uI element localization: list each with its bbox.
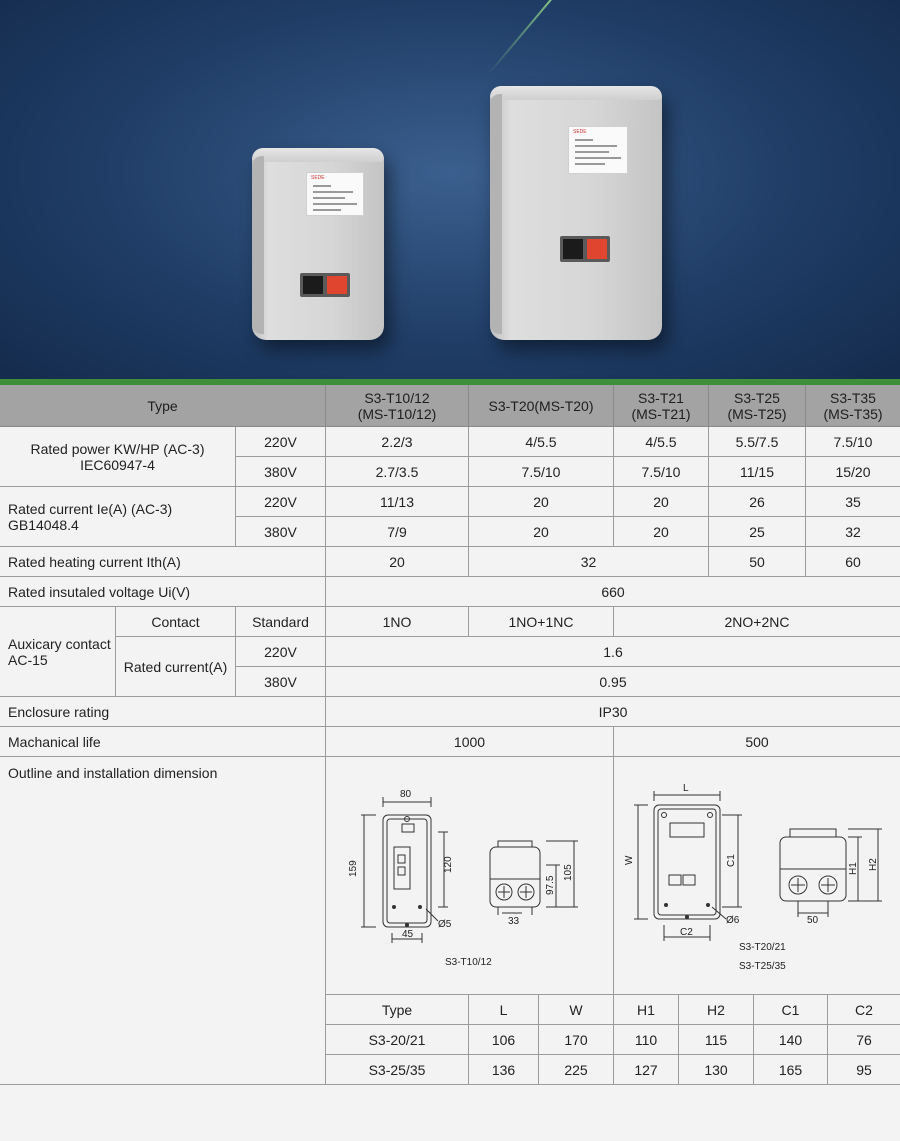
rated-power-label: Rated power KW/HP (AC-3) IEC60947-4: [0, 427, 236, 487]
voltage-label: 220V: [236, 637, 326, 667]
dim-label: 45: [402, 929, 414, 940]
insulated-voltage-label: Rated insutaled voltage Ui(V): [0, 577, 326, 607]
table-cell: 7.5/10: [614, 457, 709, 487]
table-cell: 7/9: [326, 517, 469, 547]
brand-text: SEDE: [573, 129, 587, 135]
model-header: S3-T10/12 (MS-T10/12): [326, 385, 469, 427]
dim-cell: 225: [539, 1055, 614, 1085]
mech-life-label: Machanical life: [0, 727, 326, 757]
table-cell: 2NO+2NC: [614, 607, 900, 637]
dim-cell: 140: [754, 1025, 828, 1055]
drawing-caption: S3-T20/21: [739, 942, 786, 953]
table-cell: 15/20: [806, 457, 900, 487]
type-header: Type: [0, 385, 326, 427]
stop-button-image: [587, 239, 607, 259]
table-cell: 20: [469, 487, 614, 517]
start-button-image: [303, 276, 323, 294]
drawing-caption: S3-T25/35: [739, 961, 786, 972]
model-header: S3-T21 (MS-T21): [614, 385, 709, 427]
drawing-caption: S3-T10/12: [445, 957, 492, 968]
table-cell: 20: [326, 547, 469, 577]
model-header: S3-T35 (MS-T35): [806, 385, 900, 427]
dim-cell: 130: [679, 1055, 754, 1085]
table-cell: 2.2/3: [326, 427, 469, 457]
table-cell: 4/5.5: [614, 427, 709, 457]
table-cell: 1.6: [326, 637, 900, 667]
table-cell: 50: [709, 547, 806, 577]
outline-drawing-small: [326, 757, 614, 995]
dim-header: C1: [754, 995, 828, 1025]
product-label: [568, 126, 628, 174]
table-cell: 4/5.5: [469, 427, 614, 457]
voltage-label: 380V: [236, 517, 326, 547]
dim-cell: 127: [614, 1055, 679, 1085]
stop-button-image: [327, 276, 347, 294]
table-cell: 11/13: [326, 487, 469, 517]
start-stop-buttons: [300, 273, 350, 297]
dim-header: H1: [614, 995, 679, 1025]
model-header: S3-T25 (MS-T25): [709, 385, 806, 427]
dim-label: 120: [443, 856, 454, 873]
dim-header: L: [469, 995, 539, 1025]
table-cell: 35: [806, 487, 900, 517]
dim-label: C1: [726, 854, 737, 867]
dim-cell: 95: [828, 1055, 900, 1085]
dim-label: 80: [400, 789, 412, 800]
table-cell: 60: [806, 547, 900, 577]
dim-cell: S3-25/35: [326, 1055, 469, 1085]
dim-header: Type: [326, 995, 469, 1025]
table-cell: 1NO: [326, 607, 469, 637]
outline-drawing-large: [614, 757, 900, 995]
voltage-label: 220V: [236, 487, 326, 517]
table-cell: 11/15: [709, 457, 806, 487]
dim-header: H2: [679, 995, 754, 1025]
standard-label: Standard: [236, 607, 326, 637]
brand-text: SEDE: [311, 175, 325, 181]
table-cell: 26: [709, 487, 806, 517]
dim-cell: 115: [679, 1025, 754, 1055]
decorative-line: [488, 0, 560, 75]
voltage-label: 220V: [236, 427, 326, 457]
voltage-label: 380V: [236, 667, 326, 697]
table-cell: 20: [614, 487, 709, 517]
table-cell: 660: [326, 577, 900, 607]
dim-label: 50: [807, 915, 819, 926]
product-hero: [0, 0, 900, 385]
dim-label: 159: [348, 860, 359, 877]
enclosure-label: Enclosure rating: [0, 697, 326, 727]
model-header: S3-T20(MS-T20): [469, 385, 614, 427]
table-cell: 500: [614, 727, 900, 757]
table-cell: 25: [709, 517, 806, 547]
table-cell: 1NO+1NC: [469, 607, 614, 637]
table-cell: 7.5/10: [806, 427, 900, 457]
dim-cell: S3-20/21: [326, 1025, 469, 1055]
dim-cell: 136: [469, 1055, 539, 1085]
dim-label: Ø5: [438, 919, 452, 930]
aux-contact-label: Auxicary contact AC-15: [0, 607, 116, 697]
dim-cell: 110: [614, 1025, 679, 1055]
dim-header: W: [539, 995, 614, 1025]
large-enclosure-image: [490, 86, 662, 340]
small-enclosure-image: [252, 148, 384, 340]
dim-label: H2: [868, 858, 879, 871]
rated-current-label: Rated current Ie(A) (AC-3) GB14048.4: [0, 487, 236, 547]
table-cell: 7.5/10: [469, 457, 614, 487]
start-stop-buttons: [560, 236, 610, 262]
table-cell: 0.95: [326, 667, 900, 697]
dim-label: 105: [563, 864, 574, 881]
contact-label: Contact: [116, 607, 236, 637]
dim-label: 33: [508, 916, 520, 927]
heating-current-label: Rated heating current Ith(A): [0, 547, 326, 577]
product-label: [306, 172, 364, 216]
table-cell: 5.5/7.5: [709, 427, 806, 457]
table-cell: 2.7/3.5: [326, 457, 469, 487]
dim-label: Ø6: [726, 915, 740, 926]
dim-cell: 106: [469, 1025, 539, 1055]
dim-cell: 170: [539, 1025, 614, 1055]
table-cell: 20: [614, 517, 709, 547]
dim-label: W: [624, 855, 635, 865]
aux-rated-current-label: Rated current(A): [116, 637, 236, 697]
dim-label: L: [683, 783, 689, 794]
dim-header: C2: [828, 995, 900, 1025]
table-cell: 32: [469, 547, 709, 577]
table-cell: IP30: [326, 697, 900, 727]
table-cell: 1000: [326, 727, 614, 757]
table-cell: 32: [806, 517, 900, 547]
voltage-label: 380V: [236, 457, 326, 487]
dim-label: 97.5: [545, 875, 556, 895]
outline-label: Outline and installation dimension: [0, 757, 326, 1085]
dim-cell: 165: [754, 1055, 828, 1085]
dim-label: C2: [680, 927, 693, 938]
dim-label: H1: [848, 862, 859, 875]
dim-cell: 76: [828, 1025, 900, 1055]
table-cell: 20: [469, 517, 614, 547]
start-button-image: [563, 239, 583, 259]
